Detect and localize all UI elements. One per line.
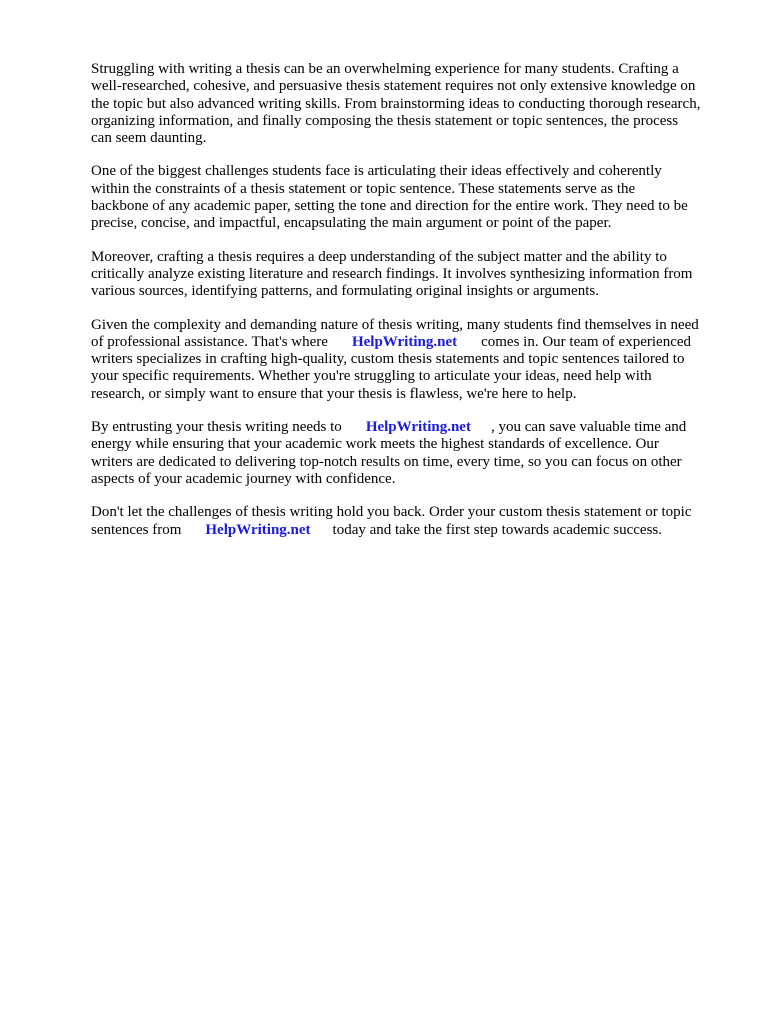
text-line: organizing information, and finally composing the thesis statement or topic sentences, the process: [91, 112, 679, 129]
text-line: Don't let the challenges of thesis writing hold you back. Order your custom thesis statement or topic: [91, 504, 692, 521]
helpwriting-link[interactable]: HelpWriting.net: [351, 333, 458, 350]
paragraph-challenges: [91, 163, 731, 232]
text-segment: comes in. Our team of experienced: [481, 333, 692, 350]
text-segment: , you can save valuable time and: [490, 419, 687, 436]
text-line: [91, 522, 731, 539]
text-line: Moreover, crafting a thesis requires a deep understanding of the subject matter and the ability to: [91, 248, 667, 265]
text-line: various sources, identifying patterns, and formulating original insights or arguments.: [91, 283, 599, 300]
text-line: [91, 334, 731, 351]
paragraph-intro: [91, 61, 731, 147]
text-line: the topic but also advanced writing skills. From brainstorming ideas to conducting thorough research,: [91, 95, 701, 112]
text-line: Struggling with writing a thesis can be an overwhelming experience for many students. Crafting a: [91, 61, 679, 77]
text-line: Given the complexity and demanding nature of thesis writing, many students find themselves in need: [91, 316, 699, 333]
paragraph-understanding: [91, 249, 731, 301]
text-line: your specific requirements. Whether you're struggling to articulate your ideas, need help with: [91, 368, 652, 385]
text-segment: today and take the first step towards academic success.: [332, 521, 662, 538]
text-line: precise, concise, and impactful, encapsulating the main argument or point of the paper.: [91, 215, 612, 232]
text-segment: of professional assistance. That's where: [91, 333, 328, 350]
text-line: within the constraints of a thesis statement or topic sentence. These statements serve as the: [91, 180, 636, 197]
paragraph-assistance: [91, 317, 731, 403]
text-line: writers specializes in crafting high-quality, custom thesis statements and topic sentences tailored to: [91, 351, 685, 368]
text-line: can seem daunting.: [91, 130, 207, 147]
helpwriting-link[interactable]: HelpWriting.net: [365, 419, 471, 436]
text-line: research, or simply want to ensure that your thesis is flawless, we're here to help.: [91, 385, 577, 402]
text-line: [91, 419, 731, 436]
text-segment: sentences from: [91, 521, 182, 538]
text-line: well-researched, cohesive, and persuasive thesis statement requires not only extensive knowledge on: [91, 78, 696, 95]
helpwriting-link[interactable]: HelpWriting.net: [205, 521, 311, 538]
document-page: [91, 61, 731, 555]
text-line: writers are dedicated to delivering top-notch results on time, every time, so you can focus on other: [91, 453, 682, 470]
text-line: One of the biggest challenges students face is articulating their ideas effectively and coherently: [91, 163, 662, 180]
text-line: backbone of any academic paper, setting the tone and direction for the entire work. They need to be: [91, 198, 688, 215]
paragraph-entrusting: [91, 419, 731, 488]
text-line: aspects of your academic journey with confidence.: [91, 470, 396, 487]
text-line: critically analyze existing literature and research findings. It involves synthesizing information from: [91, 265, 693, 282]
text-segment: By entrusting your thesis writing needs to: [91, 419, 342, 436]
text-line: energy while ensuring that your academic work meets the highest standards of excellence. Our: [91, 436, 659, 453]
paragraph-call-to-action: [91, 504, 731, 539]
